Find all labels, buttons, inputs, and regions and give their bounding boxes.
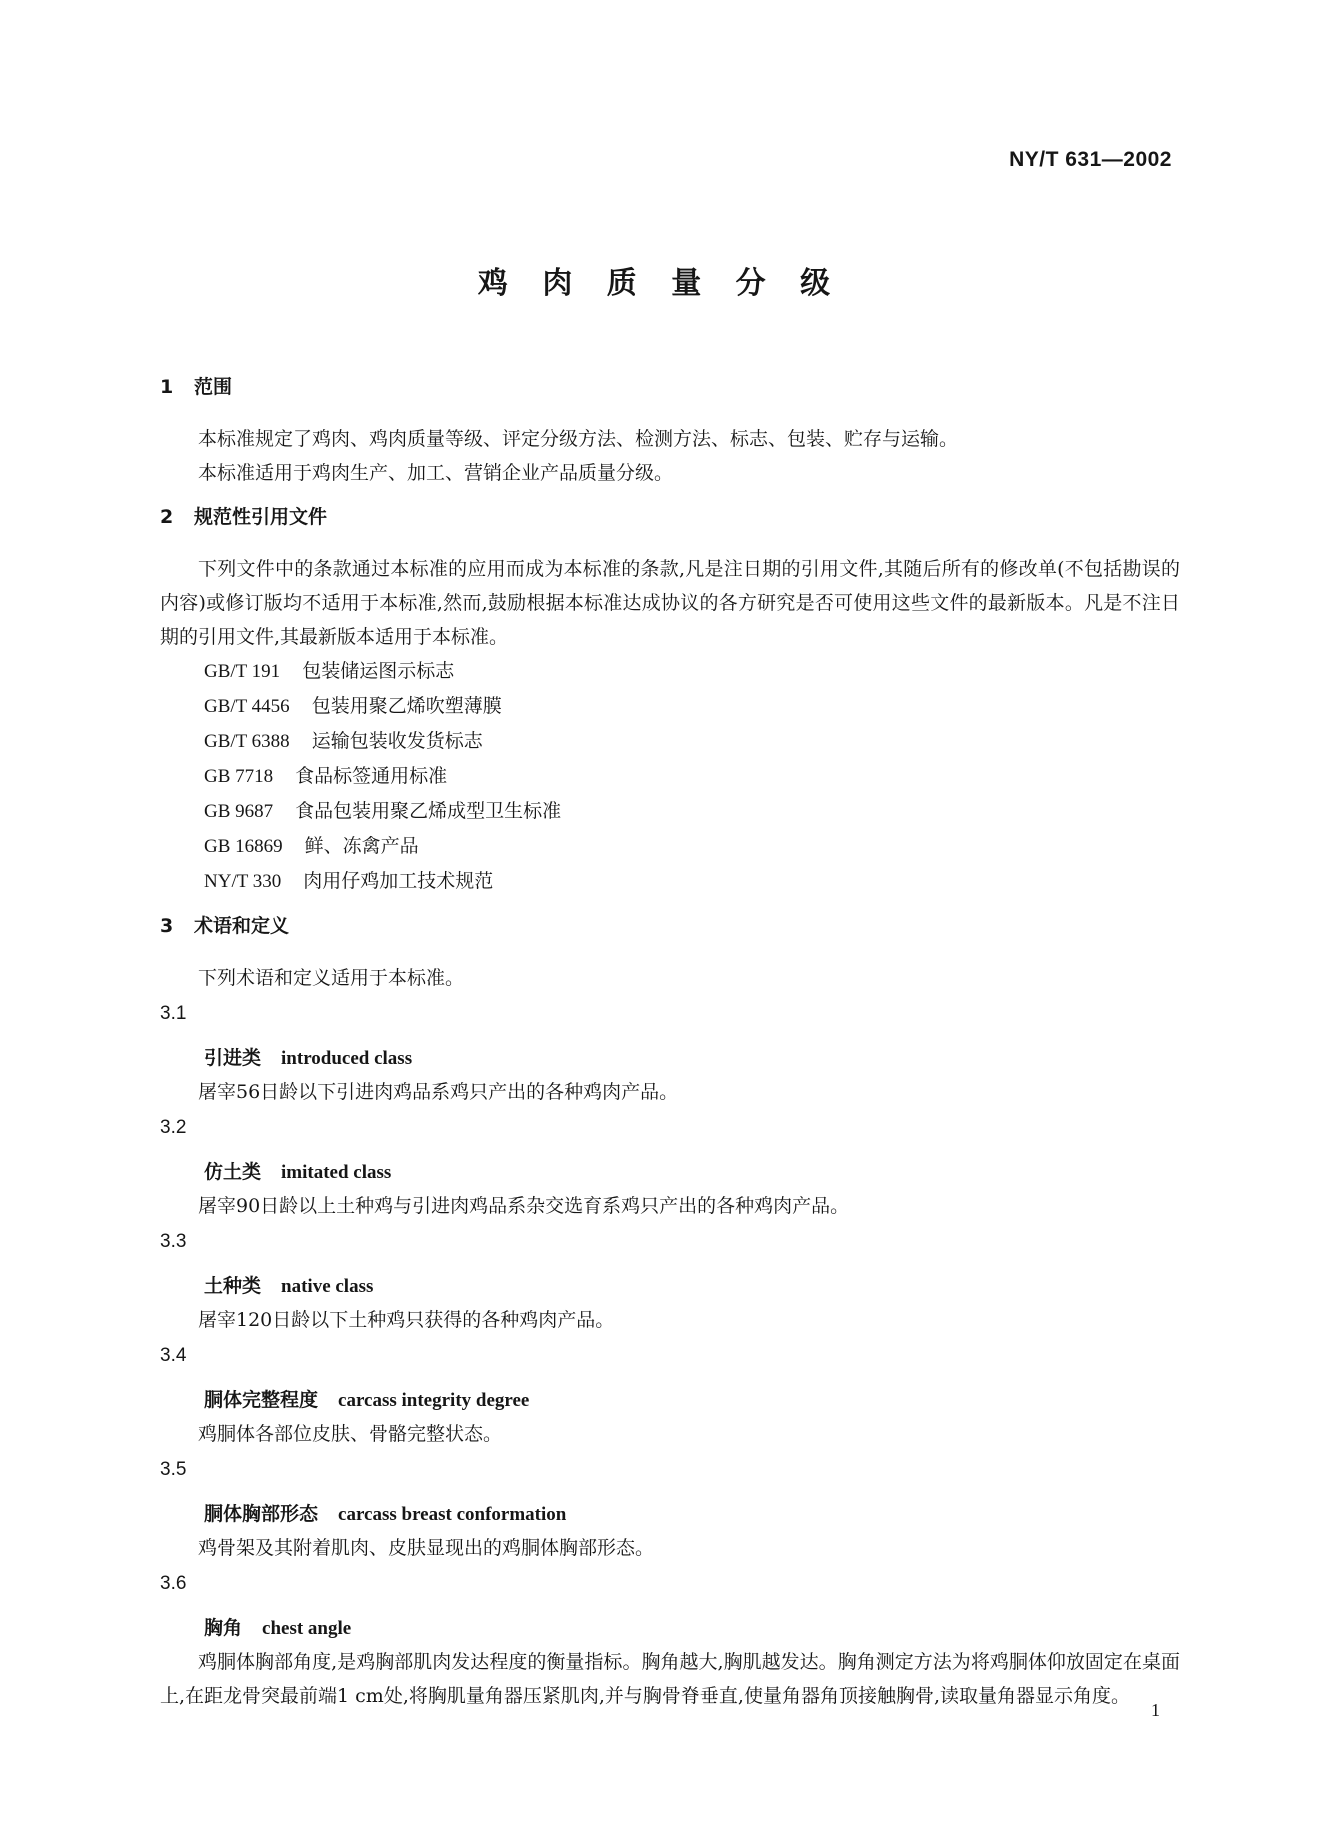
term-definition: 鸡胴体各部位皮肤、骨骼完整状态。 — [198, 1423, 503, 1445]
term-name — [160, 1611, 1180, 1645]
term-english: imitated class — [281, 1162, 392, 1183]
term-name — [160, 1383, 1180, 1417]
reference-item — [160, 689, 1180, 724]
term-definition: 屠宰56日龄以下引进肉鸡品系鸡只产出的各种鸡肉产品。 — [198, 1081, 679, 1103]
reference-code: GB/T 6388 — [204, 731, 290, 752]
reference-code: GB 9687 — [204, 801, 274, 822]
section-number: 3 — [160, 915, 174, 937]
standard-code: NY/T 631—2002 — [1009, 148, 1172, 171]
term-chinese: 仿土类 — [204, 1161, 262, 1183]
term-name — [160, 1269, 1180, 1303]
term-number: 3.6 — [160, 1573, 187, 1594]
reference-item — [160, 829, 1180, 864]
term-number: 3.5 — [160, 1459, 187, 1480]
reference-code: GB 7718 — [204, 766, 274, 787]
reference-code: GB/T 4456 — [204, 696, 290, 717]
term-definition: 鸡骨架及其附着肌肉、皮肤显现出的鸡胴体胸部形态。 — [198, 1537, 655, 1559]
section-number: 2 — [160, 506, 174, 528]
reference-title: 肉用仔鸡加工技术规范 — [303, 870, 494, 892]
terms-intro: 下列术语和定义适用于本标准。 — [198, 967, 465, 989]
term-entry — [160, 1453, 1180, 1565]
reference-title: 鲜、冻禽产品 — [304, 835, 419, 857]
term-chinese: 胴体胸部形态 — [204, 1503, 319, 1525]
term-name — [160, 1497, 1180, 1531]
term-chinese: 胴体完整程度 — [204, 1389, 319, 1411]
reference-item — [160, 654, 1180, 689]
term-english: chest angle — [262, 1618, 352, 1639]
reference-code: NY/T 330 — [204, 871, 282, 892]
reference-item — [160, 724, 1180, 759]
term-name — [160, 1041, 1180, 1075]
term-number: 3.4 — [160, 1345, 187, 1366]
reference-title: 食品包装用聚乙烯成型卫生标准 — [295, 800, 562, 822]
document-title: 鸡 肉 质 量 分 级 — [477, 266, 843, 301]
reference-code: GB 16869 — [204, 836, 283, 857]
term-entry — [160, 997, 1180, 1109]
term-entry — [160, 1567, 1180, 1713]
reference-item — [160, 759, 1180, 794]
reference-title: 运输包装收发货标志 — [311, 730, 483, 752]
section-title: 范围 — [194, 376, 233, 398]
section-number: 1 — [160, 376, 174, 398]
term-name — [160, 1155, 1180, 1189]
term-definition: 屠宰90日龄以上土种鸡与引进肉鸡品系杂交选育系鸡只产出的各种鸡肉产品。 — [198, 1195, 850, 1217]
reference-item — [160, 864, 1180, 899]
reference-item — [160, 794, 1180, 829]
term-english: carcass integrity degree — [338, 1390, 530, 1411]
term-definition: 鸡胴体胸部角度,是鸡胸部肌肉发达程度的衡量指标。胸角越大,胸肌越发达。胸角测定方法为将鸡胴体仰放固定在桌面上,在距龙骨突最前端1 cm处,将胸肌量角器压紧肌肉,并与胸骨脊垂直,使量角器角顶接触胸骨,读取量角器显示角度。 — [160, 1651, 1180, 1707]
reference-code: GB/T 191 — [204, 661, 281, 682]
term-chinese: 引进类 — [204, 1047, 262, 1069]
term-chinese: 胸角 — [204, 1617, 243, 1639]
section-1-heading — [160, 370, 1180, 404]
term-number: 3.1 — [160, 1003, 187, 1024]
reference-title: 食品标签通用标准 — [295, 765, 448, 787]
scope-paragraph-1: 本标准规定了鸡肉、鸡肉质量等级、评定分级方法、检测方法、标志、包装、贮存与运输。 — [198, 428, 959, 450]
term-number: 3.2 — [160, 1117, 187, 1138]
term-english: carcass breast conformation — [338, 1504, 567, 1525]
section-title: 术语和定义 — [194, 915, 290, 937]
term-entry — [160, 1111, 1180, 1223]
term-entry — [160, 1225, 1180, 1337]
section-2-heading — [160, 500, 1180, 534]
reference-list — [160, 654, 1180, 899]
reference-title: 包装储运图示标志 — [302, 660, 455, 682]
references-intro: 下列文件中的条款通过本标准的应用而成为本标准的条款,凡是注日期的引用文件,其随后所有的修改单(不包括勘误的内容)或修订版均不适用于本标准,然而,鼓励根据本标准达成协议的各方研究是否可使用这些文件的最新版本。凡是不注日期的引用文件,其最新版本适用于本标准。 — [160, 558, 1180, 648]
term-number: 3.3 — [160, 1231, 187, 1252]
section-title: 规范性引用文件 — [194, 506, 328, 528]
term-entry — [160, 1339, 1180, 1451]
document-body — [160, 360, 1180, 1713]
page-number: 1 — [1151, 1700, 1160, 1720]
term-definition: 屠宰120日龄以下土种鸡只获得的各种鸡肉产品。 — [198, 1309, 615, 1331]
term-chinese: 土种类 — [204, 1275, 262, 1297]
reference-title: 包装用聚乙烯吹塑薄膜 — [311, 695, 502, 717]
section-3-heading — [160, 909, 1180, 943]
term-english: introduced class — [281, 1048, 413, 1069]
scope-paragraph-2: 本标准适用于鸡肉生产、加工、营销企业产品质量分级。 — [198, 462, 674, 484]
term-english: native class — [281, 1276, 374, 1297]
